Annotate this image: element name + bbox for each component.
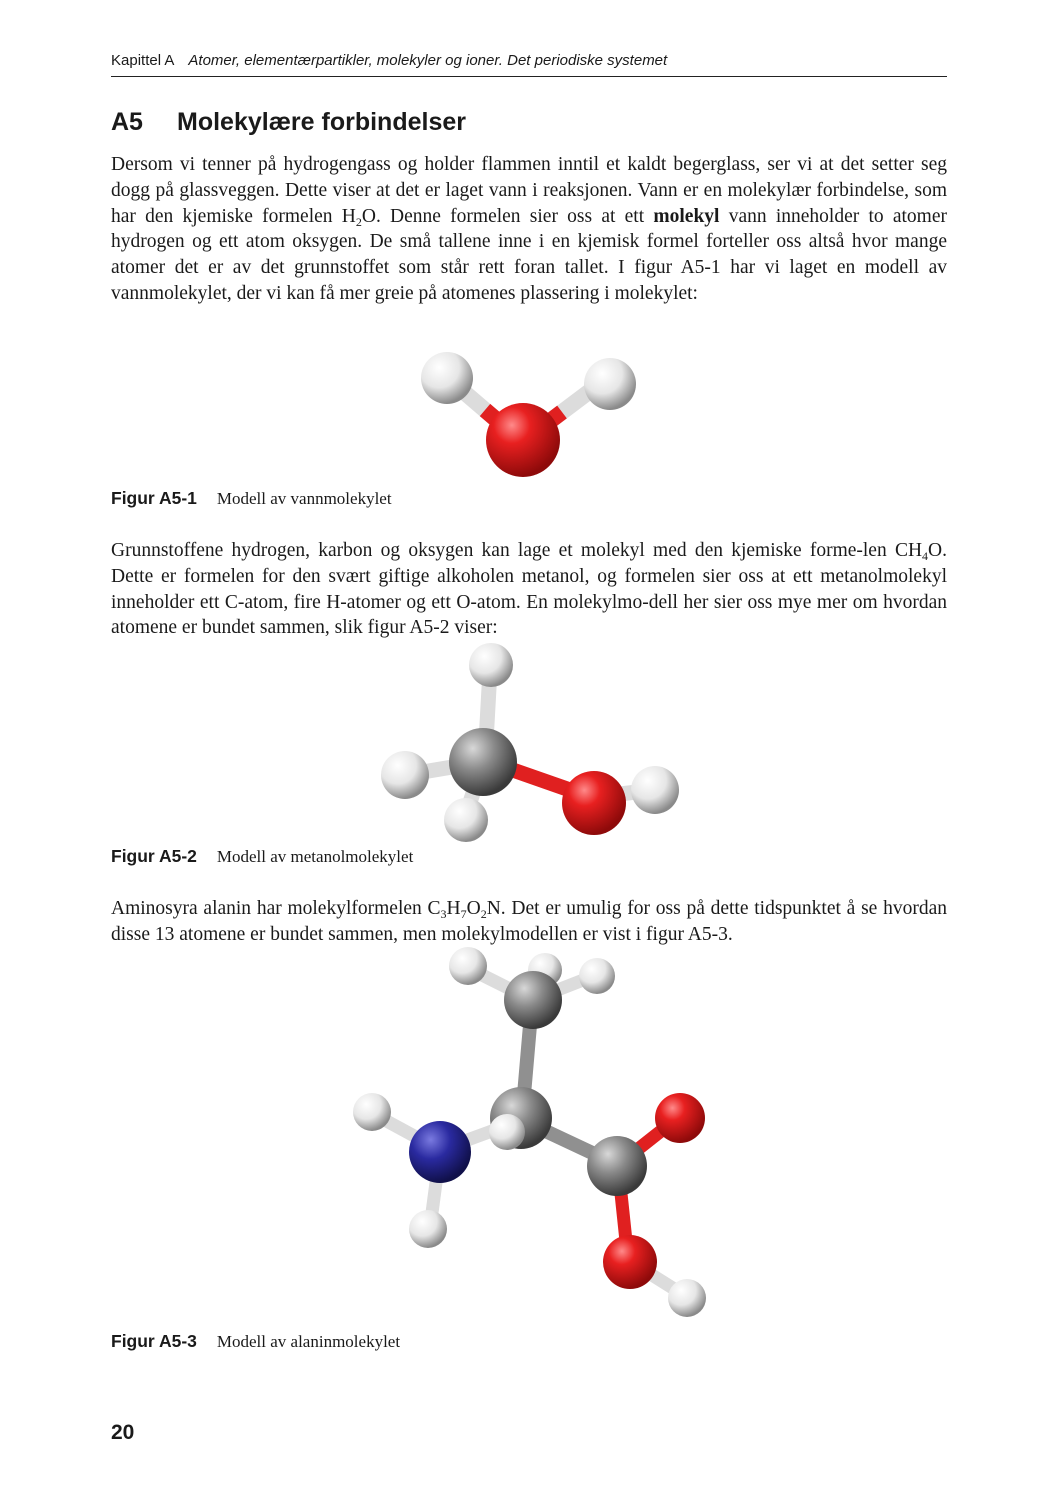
figure-caption-text: Modell av metanolmolekylet [216, 847, 414, 866]
subscript: 7 [460, 907, 467, 921]
alanine-molecule-figure [340, 940, 720, 1320]
hydrogen-atom [579, 958, 615, 994]
running-header [111, 52, 947, 77]
subscript: 2 [480, 907, 487, 921]
figure-caption-text: Modell av alaninmolekylet [216, 1332, 401, 1351]
oxygen-atom [603, 1235, 657, 1289]
hydrogen-atom [381, 751, 429, 799]
oxygen-atom [562, 771, 626, 835]
text-run: O [466, 898, 481, 919]
water-molecule-figure [400, 340, 660, 490]
figure-caption-3 [111, 1331, 400, 1352]
section-number: A5 [111, 108, 143, 136]
hydrogen-atom [444, 798, 488, 842]
section-heading [111, 108, 466, 137]
oxygen-atom [486, 403, 560, 477]
hydrogen-atom [469, 643, 513, 687]
hydrogen-atom [668, 1279, 706, 1317]
nitrogen-atom [409, 1121, 471, 1183]
carbon-atom [504, 971, 562, 1029]
text-run: N. Det er umulig for oss på dette tidspunktet å se hvordan disse 13 atomene er bundet sammen, men molekylmodellen er vist i figur A5-3. [111, 898, 947, 945]
figure-caption-1 [111, 488, 392, 509]
paragraph-intro [111, 152, 947, 307]
figure-label: Figur A5-2 [111, 846, 197, 866]
carbon-atom [587, 1136, 647, 1196]
page-number: 20 [111, 1421, 135, 1444]
hydrogen-atom [489, 1114, 525, 1150]
hydrogen-atom [449, 947, 487, 985]
hydrogen-atom [631, 766, 679, 814]
hydrogen-atom [584, 358, 636, 410]
section-title: Molekylære forbindelser [177, 108, 466, 136]
figure-caption-2 [111, 846, 413, 867]
oxygen-atom [655, 1093, 705, 1143]
hydrogen-atom [409, 1210, 447, 1248]
paragraph-methanol [111, 538, 947, 641]
term-molekyl: molekyl [653, 205, 720, 227]
hydrogen-atom [353, 1093, 391, 1131]
subscript: 3 [440, 907, 447, 921]
text-run: O. Dette er formelen for den svært giftige alkoholen metanol, og formelen sier oss at ett metanolmolekyl inneholder ett C-atom, fire H-atomer og ett O-atom. En molekylmo-dell her sier oss mye mer om hvordan atomene er bundet sammen, slik figur A5-2 viser: [111, 540, 947, 639]
carbon-atom [449, 728, 517, 796]
text-run: O. Denne formelen sier oss at ett [361, 205, 654, 227]
text-run: Dersom vi tenner på hydrogengass og holder flammen inntil et kaldt begerglass, ser vi at det setter seg dogg på glassveggen. Dette viser at det er laget vann i reaksjonen. Vann er en molekylær forbindelse, som har den kjemiske formelen H [111, 154, 947, 227]
text-run: Aminosyra alanin har molekylformelen C [111, 898, 441, 919]
methanol-molecule-figure [370, 640, 690, 845]
figure-label: Figur A5-1 [111, 488, 197, 508]
header-title: Atomer, elementærpartikler, molekyler og ioner. Det periodiske systemet [188, 52, 668, 69]
header-chapter: Kapittel A [111, 52, 175, 69]
text-run: vann inneholder to atomer hydrogen og ett atom oksygen. De små tallene inne i en kjemisk formel forteller oss altså hvor mange atomer det er av det grunnstoffet som står rett foran tallet. I figur A5-1 har vi laget en modell av vannmolekylet, der vi kan få mer greie på atomenes plassering i molekylet: [111, 205, 947, 304]
figure-label: Figur A5-3 [111, 1331, 197, 1351]
subscript: 4 [922, 549, 929, 563]
subscript: 2 [355, 214, 362, 229]
figure-caption-text: Modell av vannmolekylet [216, 489, 392, 508]
text-run: H [446, 898, 461, 919]
hydrogen-atom [421, 352, 473, 404]
text-run: Grunnstoffene hydrogen, karbon og oksygen kan lage et molekyl med den kjemiske forme-len CH [111, 540, 923, 561]
